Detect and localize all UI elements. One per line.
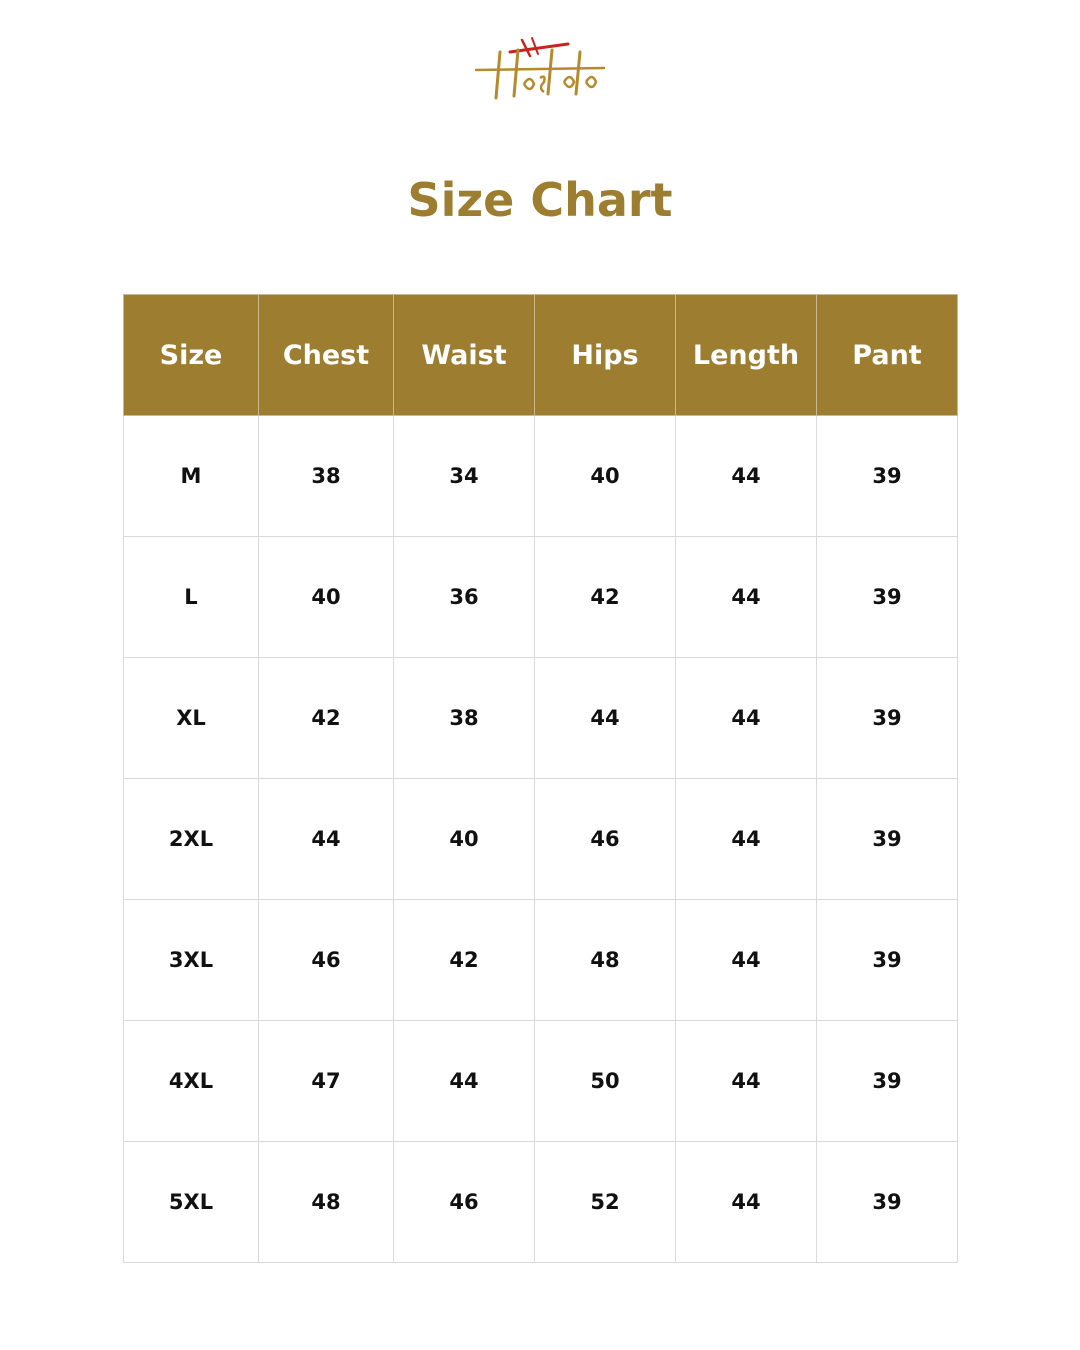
cell-waist: 40 [394, 779, 535, 900]
cell-length: 44 [676, 416, 817, 537]
table-row [124, 537, 958, 658]
table-row [124, 1142, 958, 1263]
cell-size: 4XL [124, 1021, 259, 1142]
cell-hips: 52 [535, 1142, 676, 1263]
column-header-waist: Waist [394, 295, 535, 416]
cell-hips: 42 [535, 537, 676, 658]
cell-length: 44 [676, 1021, 817, 1142]
cell-size: 3XL [124, 900, 259, 1021]
cell-size: XL [124, 658, 259, 779]
column-header-length: Length [676, 295, 817, 416]
column-header-pant: Pant [817, 295, 958, 416]
table-row [124, 1021, 958, 1142]
cell-size: M [124, 416, 259, 537]
cell-pant: 39 [817, 779, 958, 900]
cell-waist: 46 [394, 1142, 535, 1263]
cell-waist: 36 [394, 537, 535, 658]
cell-pant: 39 [817, 416, 958, 537]
column-header-chest: Chest [259, 295, 394, 416]
cell-pant: 39 [817, 900, 958, 1021]
column-header-size: Size [124, 295, 259, 416]
cell-hips: 40 [535, 416, 676, 537]
cell-size: 5XL [124, 1142, 259, 1263]
cell-size: 2XL [124, 779, 259, 900]
cell-pant: 39 [817, 537, 958, 658]
cell-chest: 47 [259, 1021, 394, 1142]
cell-length: 44 [676, 900, 817, 1021]
cell-hips: 46 [535, 779, 676, 900]
brand-logo [470, 30, 610, 110]
column-header-hips: Hips [535, 295, 676, 416]
size-chart-table [123, 294, 958, 1263]
table-row [124, 416, 958, 537]
cell-length: 44 [676, 658, 817, 779]
cell-waist: 44 [394, 1021, 535, 1142]
cell-hips: 50 [535, 1021, 676, 1142]
table-row [124, 900, 958, 1021]
cell-chest: 46 [259, 900, 394, 1021]
cell-length: 44 [676, 537, 817, 658]
cell-length: 44 [676, 1142, 817, 1263]
cell-waist: 34 [394, 416, 535, 537]
hastakala-logo-icon [470, 30, 610, 110]
cell-chest: 38 [259, 416, 394, 537]
cell-chest: 48 [259, 1142, 394, 1263]
cell-pant: 39 [817, 1142, 958, 1263]
cell-chest: 44 [259, 779, 394, 900]
cell-pant: 39 [817, 658, 958, 779]
cell-pant: 39 [817, 1021, 958, 1142]
cell-chest: 42 [259, 658, 394, 779]
cell-size: L [124, 537, 259, 658]
table-row [124, 779, 958, 900]
cell-hips: 48 [535, 900, 676, 1021]
table-header-row [124, 295, 958, 416]
page-title: Size Chart [407, 173, 673, 227]
cell-length: 44 [676, 779, 817, 900]
cell-waist: 42 [394, 900, 535, 1021]
cell-hips: 44 [535, 658, 676, 779]
table-row [124, 658, 958, 779]
cell-chest: 40 [259, 537, 394, 658]
cell-waist: 38 [394, 658, 535, 779]
